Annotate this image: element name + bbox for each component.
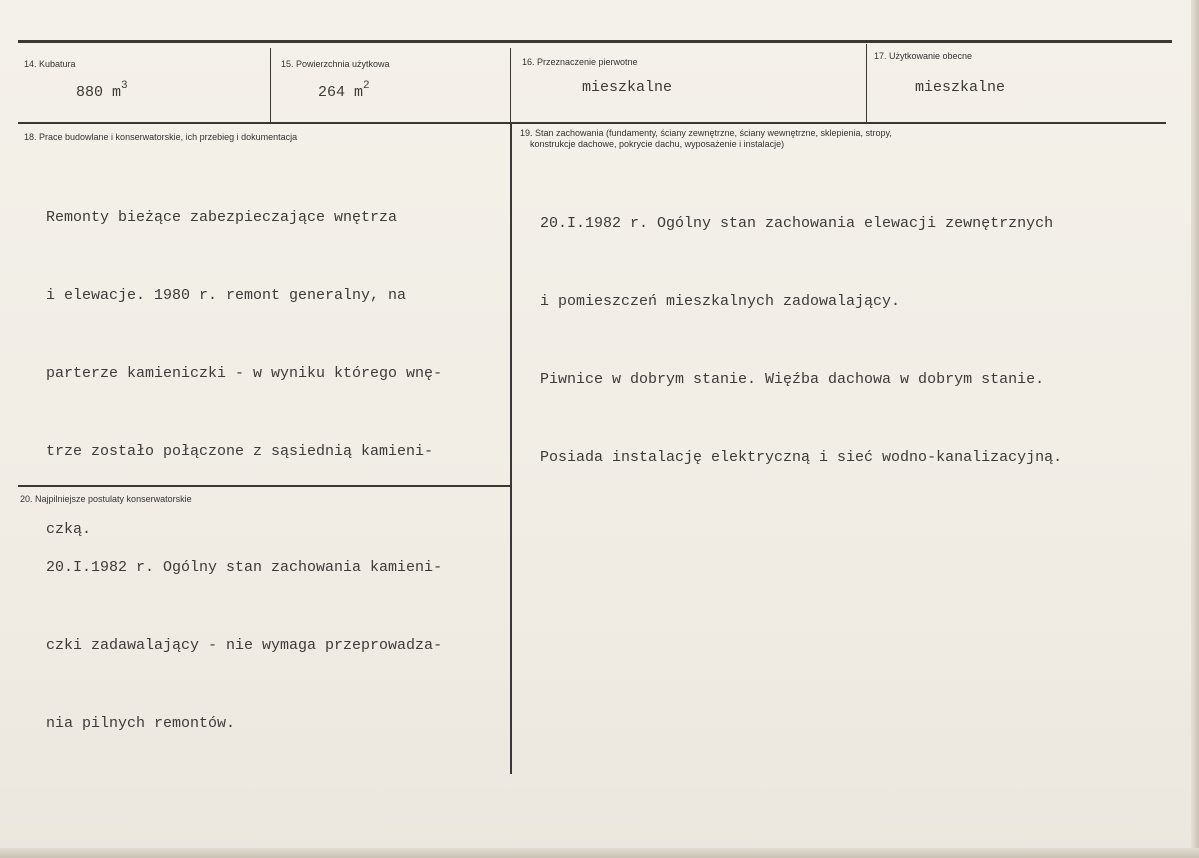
field20-label: 20. Najpilniejsze postulaty konserwatorskie <box>20 494 192 504</box>
field19-line: Piwnice w dobrym stanie. Więźba dachowa w dobrym stanie. <box>540 371 1045 388</box>
field14-number: 880 m <box>76 84 122 101</box>
card-edge-bottom <box>0 848 1199 858</box>
field18-label: 18. Prace budowlane i konserwatorskie, ich przebieg i dokumentacja <box>24 132 298 142</box>
field18-line: Remonty bieżące zabezpieczające wnętrza <box>46 209 398 226</box>
card-edge-right <box>1191 0 1199 858</box>
field15-number: 264 m <box>318 84 364 101</box>
field19-line: 20.I.1982 r. Ogólny stan zachowania elewacji zewnętrznych <box>540 215 1054 232</box>
field20-line: czki zadawalający - nie wymaga przeprowadza- <box>46 637 443 654</box>
field18-line: parterze kamieniczki - w wyniku którego wnę- <box>46 365 443 382</box>
row1-divider-2 <box>510 48 511 123</box>
field20-line: nia pilnych remontów. <box>46 715 236 732</box>
field16-value: mieszkalne <box>582 79 673 96</box>
field19-line: Posiada instalację elektryczną i sieć wodno-kanalizacyjną. <box>540 449 1063 466</box>
field15-exponent: 2 <box>363 80 370 92</box>
row1-divider-1 <box>270 48 271 123</box>
field17-value: mieszkalne <box>915 79 1006 96</box>
field18-line: trze zostało połączone z sąsiednią kamieni- <box>46 443 434 460</box>
top-rule <box>18 40 1172 43</box>
field14-exponent: 3 <box>121 80 128 92</box>
field14-label: 14. Kubatura <box>24 59 76 69</box>
field18-line: czką. <box>46 521 92 538</box>
field15-label: 15. Powierzchnia użytkowa <box>281 59 390 69</box>
main-column-divider <box>510 124 512 774</box>
row1-bottom-rule <box>18 122 1166 124</box>
field20-text <box>46 503 442 763</box>
field19-label-line1: 19. Stan zachowania (fundamenty, ściany zewnętrzne, ściany wewnętrzne, sklepienia, stropy, <box>520 128 892 138</box>
field17-label: 17. Użytkowanie obecne <box>874 51 973 61</box>
field18-line: i elewacje. 1980 r. remont generalny, na <box>46 287 407 304</box>
field14-value <box>76 80 128 101</box>
row1-divider-3 <box>866 44 867 123</box>
field16-label: 16. Przeznaczenie pierwotne <box>522 57 638 67</box>
field20-line: 20.I.1982 r. Ogólny stan zachowania kamieni- <box>46 559 443 576</box>
field19-line: i pomieszczeń mieszkalnych zadowalający. <box>540 293 901 310</box>
field19-label-line2: konstrukcje dachowe, pokrycie dachu, wyposażenie i instalacje) <box>530 139 785 149</box>
field19-text <box>540 159 1062 497</box>
field15-value <box>318 80 370 101</box>
